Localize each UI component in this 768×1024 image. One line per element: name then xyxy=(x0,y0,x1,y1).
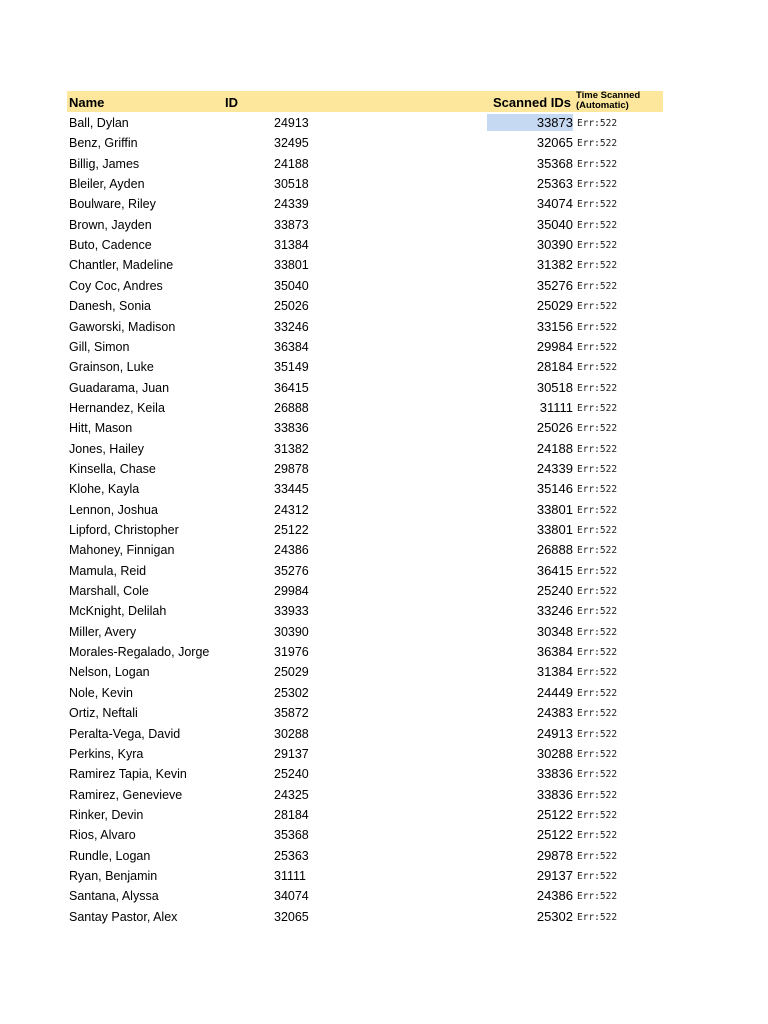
name-cell[interactable]: McKnight, Delilah xyxy=(69,604,167,619)
header-name[interactable]: Name xyxy=(69,95,105,110)
table-row xyxy=(67,520,663,540)
time-scanned-cell[interactable]: Err:522 xyxy=(577,728,618,740)
scanned-id-cell[interactable]: 25026 xyxy=(536,420,573,436)
time-scanned-cell[interactable]: Err:522 xyxy=(577,911,618,923)
table-row xyxy=(67,296,663,316)
time-scanned-cell[interactable]: Err:522 xyxy=(577,870,618,882)
scanned-id-cell[interactable]: 36384 xyxy=(536,644,573,660)
header-time-scanned-line2: (Automatic) xyxy=(576,100,629,111)
id-cell[interactable]: 29137 xyxy=(274,746,309,761)
table-row xyxy=(67,785,663,805)
time-scanned-cell[interactable]: Err:522 xyxy=(577,708,618,720)
id-cell[interactable]: 31111 xyxy=(274,868,306,883)
id-cell[interactable]: 24386 xyxy=(274,543,309,558)
name-cell[interactable]: Brown, Jayden xyxy=(69,217,152,232)
time-scanned-cell[interactable]: Err:522 xyxy=(577,382,618,394)
time-scanned-cell[interactable]: Err:522 xyxy=(577,443,618,455)
name-cell[interactable]: Santay Pastor, Alex xyxy=(69,909,178,924)
table-row xyxy=(67,255,663,275)
name-cell[interactable]: Chantler, Madeline xyxy=(69,258,174,273)
id-cell[interactable]: 31384 xyxy=(274,238,309,253)
scanned-id-cell[interactable]: 29137 xyxy=(536,867,573,883)
id-cell[interactable]: 36384 xyxy=(274,339,309,354)
scanned-id-cell[interactable]: 25240 xyxy=(536,583,573,599)
name-cell[interactable]: Mahoney, Finnigan xyxy=(69,543,175,558)
name-cell[interactable]: Hitt, Mason xyxy=(69,421,133,436)
name-cell[interactable]: Billig, James xyxy=(69,156,140,171)
table-row xyxy=(67,235,663,255)
time-scanned-cell[interactable]: Err:522 xyxy=(577,586,618,598)
time-scanned-cell[interactable]: Err:522 xyxy=(577,118,618,129)
id-cell[interactable]: 33801 xyxy=(274,258,309,273)
scanned-id-cell[interactable]: 36415 xyxy=(536,562,573,578)
time-scanned-cell[interactable]: Err:522 xyxy=(577,789,618,801)
table-row xyxy=(67,276,663,296)
id-cell[interactable]: 26888 xyxy=(274,400,309,415)
scanned-id-cell[interactable]: 35368 xyxy=(536,155,573,171)
time-scanned-cell[interactable]: Err:522 xyxy=(577,362,618,374)
scanned-id-cell[interactable]: 29984 xyxy=(536,338,573,354)
scanned-id-cell[interactable]: 31382 xyxy=(536,257,573,273)
id-cell[interactable]: 36415 xyxy=(274,380,309,395)
time-scanned-cell[interactable]: Err:522 xyxy=(577,199,618,211)
id-cell[interactable]: 35872 xyxy=(274,706,309,721)
table-row xyxy=(67,601,663,621)
table-row xyxy=(67,337,663,357)
id-cell[interactable]: 29878 xyxy=(274,461,309,476)
table-row xyxy=(67,703,663,723)
name-cell[interactable]: Morales-Regalado, Jorge xyxy=(69,645,210,660)
scanned-id-cell[interactable]: 30348 xyxy=(536,623,573,639)
table-row xyxy=(67,317,663,337)
id-cell[interactable]: 33445 xyxy=(274,482,309,497)
name-cell[interactable]: Perkins, Kyra xyxy=(69,746,144,761)
name-cell[interactable]: Mamula, Reid xyxy=(69,563,147,578)
id-cell[interactable]: 33933 xyxy=(274,604,309,619)
id-cell[interactable]: 31382 xyxy=(274,441,309,456)
name-cell[interactable]: Grainson, Luke xyxy=(69,360,154,375)
name-cell[interactable]: Bleiler, Ayden xyxy=(69,177,145,192)
scanned-id-cell[interactable]: 30390 xyxy=(536,237,573,253)
scanned-id-cell[interactable]: 31111 xyxy=(539,399,573,415)
id-cell[interactable]: 33246 xyxy=(274,319,309,334)
id-cell[interactable]: 25363 xyxy=(274,848,309,863)
time-scanned-cell[interactable]: Err:522 xyxy=(577,565,618,577)
id-cell[interactable]: 24188 xyxy=(274,156,309,171)
table-row xyxy=(67,764,663,784)
id-cell[interactable]: 30390 xyxy=(274,624,309,639)
scanned-id-cell[interactable]: 25302 xyxy=(536,908,573,924)
time-scanned-cell[interactable]: Err:522 xyxy=(577,179,618,191)
id-cell[interactable]: 32065 xyxy=(274,909,309,924)
time-scanned-cell[interactable]: Err:522 xyxy=(577,504,618,516)
name-cell[interactable]: Guadarama, Juan xyxy=(69,380,170,395)
time-scanned-cell[interactable]: Err:522 xyxy=(577,321,618,333)
id-cell[interactable]: 34074 xyxy=(274,889,309,904)
name-cell[interactable]: Gaworski, Madison xyxy=(69,319,176,334)
time-scanned-cell[interactable]: Err:522 xyxy=(577,219,618,231)
id-cell[interactable]: 28184 xyxy=(274,807,309,822)
name-cell[interactable]: Klohe, Kayla xyxy=(69,482,140,497)
name-cell[interactable]: Marshall, Cole xyxy=(69,584,149,599)
table-row xyxy=(67,642,663,662)
time-scanned-cell[interactable]: Err:522 xyxy=(577,301,618,313)
id-cell[interactable]: 35040 xyxy=(274,278,309,293)
name-cell[interactable]: Boulware, Riley xyxy=(69,197,156,212)
name-cell[interactable]: Nelson, Logan xyxy=(69,665,150,680)
id-cell[interactable]: 33873 xyxy=(274,217,309,232)
table-row xyxy=(67,500,663,520)
id-cell[interactable]: 35276 xyxy=(274,563,309,578)
time-scanned-cell[interactable]: Err:522 xyxy=(577,687,618,699)
time-scanned-cell[interactable]: Err:522 xyxy=(577,606,618,618)
time-scanned-cell[interactable]: Err:522 xyxy=(577,830,618,842)
id-cell[interactable]: 29984 xyxy=(274,584,309,599)
id-cell[interactable]: 35149 xyxy=(274,360,309,375)
time-scanned-cell[interactable]: Err:522 xyxy=(577,260,618,272)
scanned-id-cell[interactable]: 25122 xyxy=(536,806,573,822)
id-cell[interactable]: 32495 xyxy=(274,136,309,151)
time-scanned-cell[interactable]: Err:522 xyxy=(577,423,618,435)
id-cell[interactable]: 25026 xyxy=(274,299,309,314)
time-scanned-cell[interactable]: Err:522 xyxy=(577,850,618,862)
table-row xyxy=(67,194,663,214)
name-cell[interactable]: Peralta-Vega, David xyxy=(69,726,181,741)
scanned-id-cell[interactable]: 25122 xyxy=(536,827,573,843)
scanned-id-cell[interactable]: 33836 xyxy=(536,786,573,802)
table-row xyxy=(67,907,663,927)
id-cell[interactable]: 25240 xyxy=(274,767,309,782)
name-cell[interactable]: Jones, Hailey xyxy=(69,441,145,456)
name-cell[interactable]: Gill, Simon xyxy=(69,339,130,354)
table-row xyxy=(67,418,663,438)
table-row xyxy=(67,398,663,418)
time-scanned-cell[interactable]: Err:522 xyxy=(577,463,618,475)
table-row xyxy=(67,561,663,581)
name-cell[interactable]: Ramirez Tapia, Kevin xyxy=(69,767,187,782)
name-cell[interactable]: Hernandez, Keila xyxy=(69,400,165,415)
table-row xyxy=(67,622,663,642)
table-row xyxy=(67,479,663,499)
scanned-id-cell[interactable]: 24449 xyxy=(536,684,573,700)
table-row xyxy=(67,540,663,560)
table-row xyxy=(67,683,663,703)
name-cell[interactable]: Lennon, Joshua xyxy=(69,502,158,517)
header-scanned-ids[interactable]: Scanned IDs xyxy=(492,95,571,110)
table-row xyxy=(67,846,663,866)
table-row xyxy=(67,174,663,194)
name-cell[interactable]: Kinsella, Chase xyxy=(69,461,156,476)
scanned-id-cell[interactable]: 31384 xyxy=(536,664,573,680)
name-cell[interactable]: Benz, Griffin xyxy=(69,136,138,151)
time-scanned-cell[interactable]: Err:522 xyxy=(577,240,618,252)
time-scanned-cell[interactable]: Err:522 xyxy=(577,341,618,353)
id-cell[interactable]: 24325 xyxy=(274,787,309,802)
table-row xyxy=(67,866,663,886)
name-cell[interactable]: Rinker, Devin xyxy=(69,807,144,822)
header-id[interactable]: ID xyxy=(225,95,238,110)
id-cell[interactable]: 31976 xyxy=(274,645,309,660)
scanned-id-cell[interactable]: 24386 xyxy=(536,888,573,904)
table-row xyxy=(67,215,663,235)
scanned-id-cell[interactable]: 33801 xyxy=(536,501,573,517)
header-time-scanned[interactable] xyxy=(576,91,640,111)
name-cell[interactable]: Ryan, Benjamin xyxy=(69,868,158,883)
time-scanned-cell[interactable]: Err:522 xyxy=(577,158,618,170)
scanned-id-cell[interactable]: 25363 xyxy=(536,176,573,192)
name-cell[interactable]: Santana, Alyssa xyxy=(69,889,159,904)
scanned-id-cell[interactable]: 34074 xyxy=(536,196,573,212)
name-cell[interactable]: Miller, Avery xyxy=(69,624,137,639)
name-cell[interactable]: Buto, Cadence xyxy=(69,238,152,253)
name-cell[interactable]: Danesh, Sonia xyxy=(69,299,152,314)
scanned-id-cell[interactable]: 26888 xyxy=(536,542,573,558)
scanned-id-cell[interactable]: 30518 xyxy=(536,379,573,395)
name-cell[interactable]: Nole, Kevin xyxy=(69,685,133,700)
table-row xyxy=(67,662,663,682)
table-row xyxy=(67,439,663,459)
time-scanned-cell[interactable]: Err:522 xyxy=(577,545,618,557)
id-cell[interactable]: 24913 xyxy=(274,116,309,130)
id-cell[interactable]: 30518 xyxy=(274,177,309,192)
id-cell[interactable]: 25029 xyxy=(274,665,309,680)
table-row xyxy=(67,724,663,744)
table-row xyxy=(67,805,663,825)
id-cell[interactable]: 30288 xyxy=(274,726,309,741)
table-row xyxy=(67,825,663,845)
scanned-id-cell[interactable]: 33801 xyxy=(536,522,573,537)
name-cell[interactable]: Coy Coc, Andres xyxy=(69,278,163,293)
time-scanned-cell[interactable]: Err:522 xyxy=(577,748,618,760)
scanned-id-cell[interactable]: 33246 xyxy=(536,603,573,619)
scanned-id-cell[interactable]: 33836 xyxy=(536,766,573,782)
id-cell[interactable]: 25122 xyxy=(274,523,309,537)
table-row xyxy=(67,459,663,479)
scanned-id-cell[interactable]: 24188 xyxy=(536,440,573,456)
time-scanned-cell[interactable]: Err:522 xyxy=(577,138,618,150)
scanned-id-cell[interactable]: 35146 xyxy=(536,481,573,497)
table-row xyxy=(67,581,663,601)
scanned-id-cell[interactable]: 24339 xyxy=(536,460,573,476)
table-row xyxy=(67,154,663,174)
id-cell[interactable]: 25302 xyxy=(274,685,309,700)
table-row xyxy=(67,886,663,906)
header-row xyxy=(67,91,663,112)
name-cell[interactable]: Rios, Alvaro xyxy=(69,828,136,843)
time-scanned-cell[interactable]: Err:522 xyxy=(577,891,618,903)
id-cell[interactable]: 24312 xyxy=(274,502,309,517)
time-scanned-cell[interactable]: Err:522 xyxy=(577,647,618,659)
id-cell[interactable]: 24339 xyxy=(274,197,309,212)
name-cell[interactable]: Lipford, Christopher xyxy=(69,523,179,537)
table-row xyxy=(67,357,663,377)
time-scanned-cell[interactable]: Err:522 xyxy=(577,525,618,536)
time-scanned-cell[interactable]: Err:522 xyxy=(577,667,618,679)
scanned-id-cell[interactable]: 25029 xyxy=(536,298,573,314)
scanned-id-cell[interactable]: 29878 xyxy=(536,847,573,863)
scanned-id-cell[interactable]: 24383 xyxy=(536,705,573,721)
scanned-id-cell[interactable]: 35276 xyxy=(536,277,573,293)
name-cell[interactable]: Ramirez, Genevieve xyxy=(69,787,183,802)
scanned-id-cell-selected[interactable]: 33873 xyxy=(487,114,573,131)
scanned-id-cell[interactable]: 32065 xyxy=(536,135,573,151)
id-cell[interactable]: 33836 xyxy=(274,421,309,436)
time-scanned-cell[interactable]: Err:522 xyxy=(577,626,618,638)
name-cell[interactable]: Ball, Dylan xyxy=(69,116,129,130)
scanned-id-cell[interactable]: 24913 xyxy=(536,725,573,741)
name-cell[interactable]: Rundle, Logan xyxy=(69,848,151,863)
table-row xyxy=(67,744,663,764)
scanned-id-cell[interactable]: 30288 xyxy=(536,745,573,761)
header-time-scanned-line1: Time Scanned xyxy=(576,90,641,101)
table-row xyxy=(67,133,663,153)
time-scanned-cell[interactable]: Err:522 xyxy=(577,769,618,781)
table-row xyxy=(67,378,663,398)
time-scanned-cell[interactable]: Err:522 xyxy=(577,280,618,292)
scanned-id-cell[interactable]: 35040 xyxy=(536,216,573,232)
time-scanned-cell[interactable]: Err:522 xyxy=(577,809,618,821)
scanned-id-cell[interactable]: 28184 xyxy=(536,359,573,375)
time-scanned-cell[interactable]: Err:522 xyxy=(577,484,618,496)
scanned-id-cell[interactable]: 33156 xyxy=(536,318,573,334)
id-cell[interactable]: 35368 xyxy=(274,828,309,843)
time-scanned-cell[interactable]: Err:522 xyxy=(577,402,618,414)
table-row xyxy=(67,113,663,133)
name-cell[interactable]: Ortiz, Neftali xyxy=(69,706,138,721)
